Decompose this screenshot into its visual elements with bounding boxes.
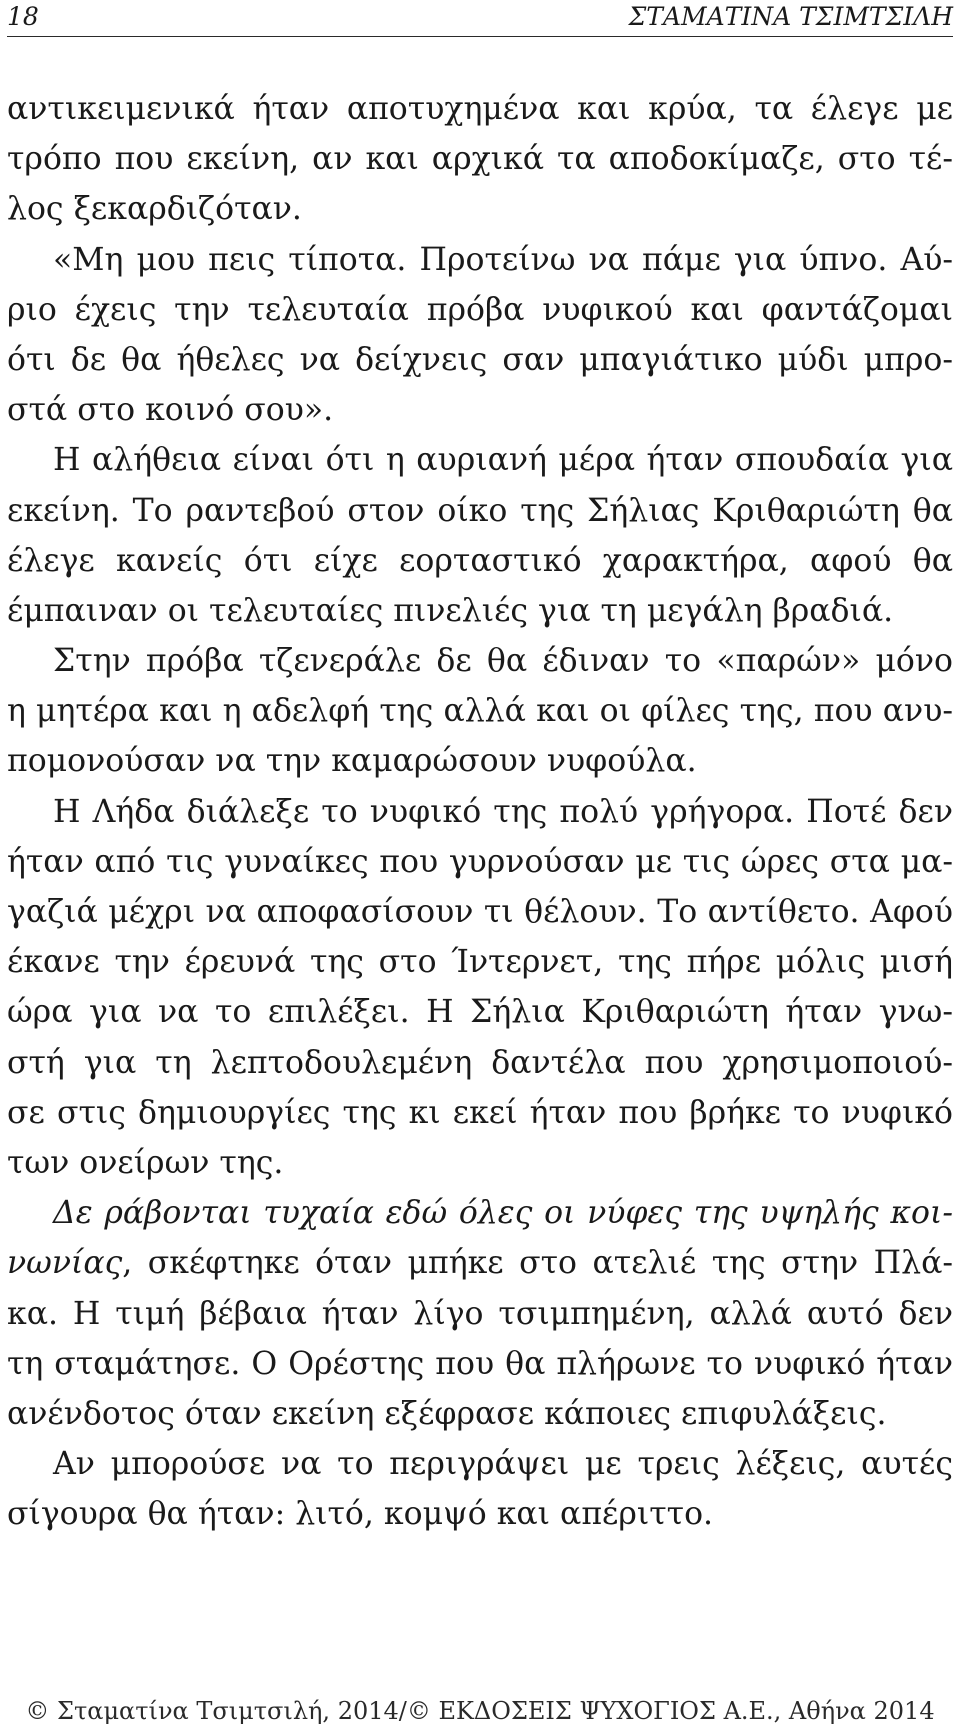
text-line: ανένδοτος όταν εκείνη εξέφρασε κάποιες επιφυλάξεις. — [7, 1395, 887, 1432]
text-line: γαζιά μέχρι να αποφασίσουν τι θέλουν. Το αντίθετο. Αφού — [7, 894, 953, 930]
text-line: έλεγε κανείς ότι είχε εορταστικό χαρακτήρα, αφού θα — [7, 542, 953, 579]
running-title-author: ΣΤΑΜΑΤΙΝΑ ΤΣΙΜΤΣΙΛΗ — [628, 2, 953, 31]
text-line: Η αλήθεια είναι ότι η αυριανή μέρα ήταν σπουδαία για — [53, 442, 953, 479]
text-line: σε στις δημιουργίες της κι εκεί ήταν που βρήκε το νυφικό — [7, 1094, 953, 1131]
italic-thought-end: νωνίας — [7, 1245, 123, 1282]
text-line: Αν μπορούσε να το περιγράψει με τρεις λέξεις, αυτές — [53, 1446, 953, 1483]
body-text — [7, 84, 953, 1539]
text-line: τρόπο που εκείνη, αν και αρχικά τα αποδοκίμαζε, στο τέ- — [7, 141, 953, 178]
text-line: των ονείρων της. — [7, 1144, 284, 1181]
page-number: 18 — [7, 2, 39, 31]
text-line: ώρα για να το επιλέξει. Η Σήλια Κριθαριώτη ήταν γνω- — [7, 994, 953, 1031]
text-line: στά στο κοινό σου». — [7, 392, 334, 429]
text-line-rest: , σκέφτηκε όταν μπήκε στο ατελιέ της στην Πλά- — [122, 1245, 953, 1282]
running-header — [7, 0, 953, 37]
text-line: κα. Η τιμή βέβαια ήταν λίγο τσιμπημένη, αλλά αυτό δεν — [7, 1295, 953, 1332]
text-line: στή για τη λεπτοδουλεμένη δαντέλα που χρησιμοποιού- — [7, 1044, 953, 1081]
copyright-notice: © Σταματίνα Τσιμτσιλή, 2014/© ΕΚΔΟΣΕΙΣ ΨΥΧΟΓΙΟΣ Α.Ε., Αθήνα 2014 — [25, 1697, 935, 1725]
text-line: έμπαιναν οι τελευταίες πινελιές για τη μεγάλη βραδιά. — [7, 592, 894, 629]
text-line: Στην πρόβα τζενεράλε δε θα έδιναν το «παρών» μόνο — [53, 643, 953, 680]
text-line — [7, 1238, 953, 1288]
text-line: Η Λήδα διάλεξε το νυφικό της πολύ γρήγορα. Ποτέ δεν — [53, 793, 953, 830]
text-line: ήταν από τις γυναίκες που γυρνούσαν με τις ώρες στα μα- — [7, 843, 953, 880]
text-line: εκείνη. Το ραντεβού στον οίκο της Σήλιας Κριθαριώτη θα — [7, 492, 953, 529]
text-line: τη σταμάτησε. Ο Ορέστης που θα πλήρωνε το νυφικό ήταν — [7, 1345, 953, 1382]
text-line: πομονούσαν να την καμαρώσουν νυφούλα. — [7, 743, 697, 780]
text-line: λος ξεκαρδιζόταν. — [7, 191, 302, 228]
text-line: ριο έχεις την τελευταία πρόβα νυφικού και φαντάζομαι — [7, 291, 953, 328]
text-line: ότι δε θα ήθελες να δείχνεις σαν μπαγιάτικο μύδι μπρο- — [7, 341, 953, 378]
text-line: «Μη μου πεις τίποτα. Προτείνω να πάμε για ύπνο. Αύ- — [53, 241, 953, 278]
italic-thought-line: Δε ράβονται τυχαία εδώ όλες οι νύφες της υψηλής κοι- — [53, 1195, 953, 1232]
text-line: σίγουρα θα ήταν: λιτό, κομψό και απέριττο. — [7, 1496, 714, 1533]
text-line: η μητέρα και η αδελφή της αλλά και οι φίλες της, που ανυ- — [7, 693, 953, 730]
text-line: αντικειμενικά ήταν αποτυχημένα και κρύα, τα έλεγε με — [7, 91, 953, 127]
text-line: έκανε την έρευνά της στο Ίντερνετ, της πήρε μόλις μισή — [7, 944, 953, 981]
